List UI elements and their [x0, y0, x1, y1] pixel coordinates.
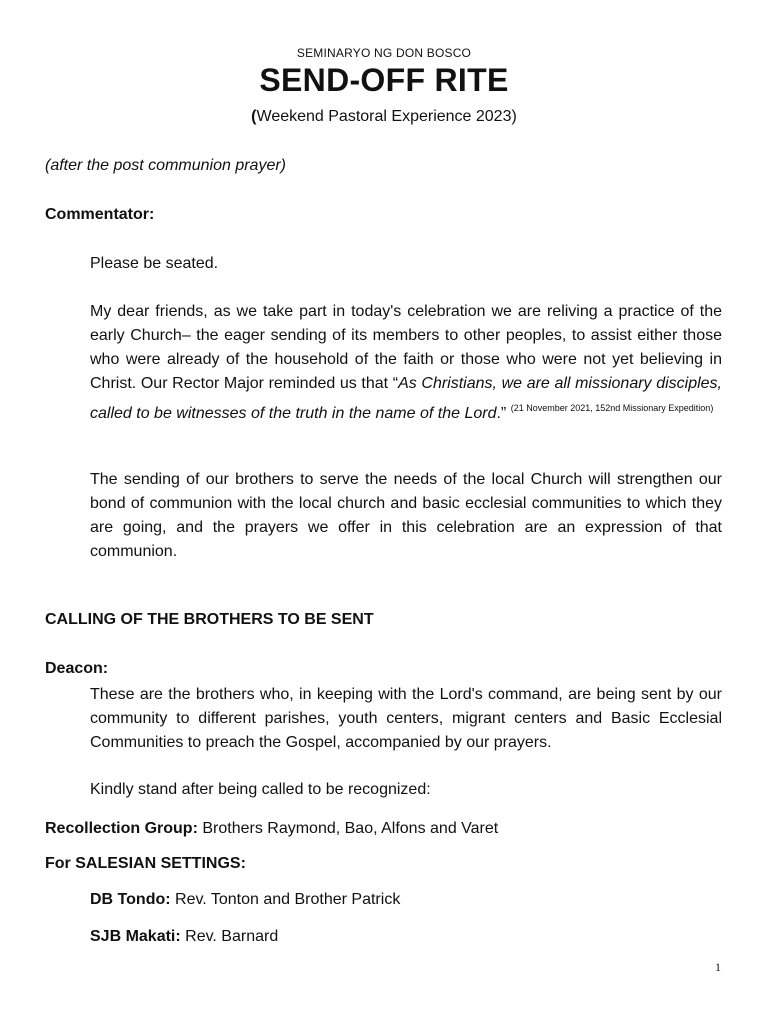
recollection-group-label: Recollection Group: — [45, 820, 198, 837]
section-heading-calling: CALLING OF THE BROTHERS TO BE SENT — [45, 611, 374, 628]
commentator-paragraph-2 — [90, 300, 722, 426]
document-subtitle — [0, 108, 768, 126]
commentator-label: Commentator: — [45, 206, 155, 223]
rector-major-quote: As Christians, we are all missionary disciples, called to be witnesses of the truth in the name of the Lord — [90, 375, 722, 422]
salesian-settings-label: For SALESIAN SETTINGS: — [45, 855, 246, 872]
db-tondo-label: DB Tondo: — [90, 891, 171, 908]
sjb-makati-line — [90, 928, 278, 946]
quote-end: .” — [496, 405, 507, 422]
db-tondo-names: Rev. Tonton and Brother Patrick — [170, 891, 401, 908]
page-number: 1 — [715, 960, 721, 974]
subtitle-text: Weekend Pastoral Experience 2023) — [256, 108, 517, 125]
sjb-makati-names: Rev. Barnard — [180, 928, 279, 945]
deacon-paragraph-1: These are the brothers who, in keeping with the Lord's command, are being sent by our community to different parishes, youth centers, migrant centers and Basic Ecclesial Communities to preach the Gospel, accompanied by our prayers. — [90, 686, 722, 751]
recollection-group-names: Brothers Raymond, Bao, Alfons and Varet — [197, 820, 499, 837]
paragraph-2-text: My dear friends, as we take part in today's celebration we are reliving a practice of the early Church– the eager sending of its members to other peoples, to assist either those who were already of the household of the faith or those who were not yet believing in Christ. Our Rector Major reminded us that “ — [90, 303, 722, 392]
recollection-group-line — [45, 820, 498, 838]
commentator-paragraph-3: The sending of our brothers to serve the needs of the local Church will strengthen our bond of communion with the local church and basic ecclesial communities to which they are going, and the prayers we offer in this celebration are an expression of that communion. — [90, 471, 722, 560]
document-title: SEND-OFF RITE — [259, 62, 509, 98]
subtitle-paren: ( — [251, 108, 257, 125]
rubric-note: (after the post communion prayer) — [45, 157, 286, 174]
quote-citation: (21 November 2021, 152nd Missionary Expedition) — [510, 403, 714, 413]
db-tondo-line — [90, 891, 400, 909]
seminary-name: SEMINARYO NG DON BOSCO — [296, 46, 472, 60]
commentator-paragraph-1: Please be seated. — [90, 255, 219, 272]
deacon-label: Deacon: — [45, 660, 109, 677]
deacon-paragraph-2: Kindly stand after being called to be recognized: — [90, 781, 431, 798]
sjb-makati-label: SJB Makati: — [90, 928, 181, 945]
